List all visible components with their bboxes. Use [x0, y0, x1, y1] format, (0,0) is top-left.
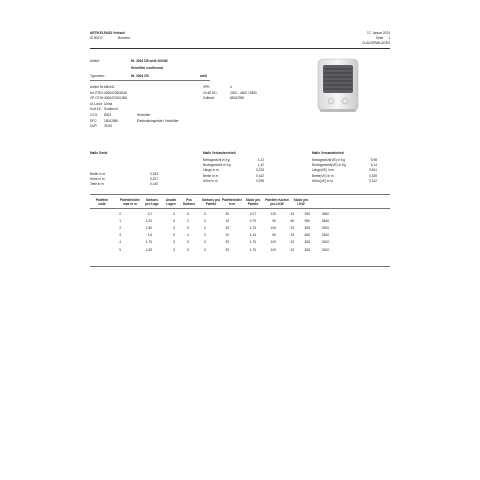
company-name: CLADORWILAGES [362, 41, 390, 45]
product-image [312, 56, 364, 114]
table-header-cell: Pos Kartons [182, 198, 196, 206]
page-number: 1 [388, 36, 390, 40]
table-top-rule [90, 194, 390, 195]
detail-value: 15002850 [104, 118, 119, 123]
detail-value: 8003 [104, 113, 112, 117]
detail-label: Art.GTIN: [90, 90, 104, 95]
mass-label: Höhe in m [90, 177, 105, 182]
detail-value: 39,95 [104, 124, 112, 129]
table-cell: 0,79 [249, 219, 256, 224]
mass-value: 0,225 [256, 168, 264, 173]
table-cell: 1,75 [249, 247, 256, 252]
table-header-cell: Paletten Karton pro LKW [265, 198, 289, 206]
mass-value: 0,461 [369, 168, 377, 173]
table-cell: 100 [270, 247, 276, 252]
table-cell: 25 [225, 226, 229, 231]
detail-extra: Elektrokleingeräte / Heizlüfter [137, 118, 179, 123]
detail-extra: Heizlüfter [137, 113, 151, 117]
table-cell: 5 [173, 240, 175, 245]
right-detail-label: 20-60 HC: [203, 90, 218, 95]
table-cell: 5 [173, 212, 175, 216]
mass-value: 0,312 [369, 178, 377, 183]
table-cell: 825 [304, 226, 310, 231]
table-cell: 1,80 [145, 226, 152, 231]
table-cell: 5 [173, 247, 175, 252]
table-cell: 4 [119, 240, 121, 245]
table-cell: 4 [187, 233, 189, 238]
table-cell: 5 [173, 219, 175, 224]
table-cell: 1,75 [249, 226, 256, 231]
mass-label: Höhe(VE) in m [312, 178, 333, 183]
mass-label: Breite(VE) in m [312, 173, 334, 178]
table-cell: 2 [119, 226, 121, 231]
document-person: Bornemr [118, 36, 131, 40]
table-cell: 3840 [321, 219, 329, 224]
mass-value: 0,263 [150, 172, 158, 176]
mass-label: Länge(VE) in m [312, 168, 335, 173]
table-cell: 1,6 [147, 233, 152, 238]
table-cell: 5 [187, 226, 189, 231]
table-cell: 66 [290, 219, 294, 224]
mass-label: Nettogewicht(VE) in Kg [312, 158, 345, 162]
document-id: SI 50017 [90, 36, 103, 40]
table-header-cell: Anzahl Lagen [165, 198, 177, 206]
mass-value: 0,162 [256, 173, 264, 178]
table-cell: 960 [304, 219, 310, 224]
mass-label: Höhe in m [203, 178, 218, 183]
table-cell: 0 [204, 212, 206, 216]
typen-color: weiß [200, 74, 208, 78]
table-cell: 100 [270, 240, 276, 245]
mass-value: 0,298 [256, 178, 264, 183]
table-cell: 60 [272, 219, 276, 224]
document-title: ARTIKELPASS Verkauf [90, 31, 125, 35]
table-cell: 25 [225, 247, 229, 252]
right-detail-value: 85162950 [230, 96, 245, 101]
mass-label: Bruttogewicht(VE) in Kg [312, 163, 346, 168]
table-cell: 0 [204, 233, 206, 238]
mass-value: 6,14 [370, 163, 377, 168]
mass-label: Bruttogewicht in Kg [203, 163, 231, 168]
table-cell: 5 [119, 247, 121, 252]
table-cell: 80 [272, 233, 276, 238]
table-cell: 660 [304, 233, 310, 238]
mass-versand-title: Maße Versandeinheit [312, 151, 344, 155]
table-header-cell: Palettenhöhe in m [222, 198, 243, 206]
right-detail-value: 4 [230, 85, 232, 89]
table-bottom-rule [90, 266, 390, 267]
right-detail-value: 2300 - 4600 / 5800 [230, 90, 257, 95]
table-cell: 3960 [321, 212, 329, 216]
table-header-cell: Stück pro LKW [293, 198, 309, 206]
table-cell: 3300 [321, 226, 329, 231]
table-cell: 33 [290, 212, 294, 216]
typen-value: HL 3004 CB [131, 74, 149, 78]
artikel-label: Artikel: [90, 59, 100, 63]
table-header-cell: Kartons pro Lage [145, 198, 159, 206]
table-cell: 1 [119, 219, 121, 224]
table-cell: 33 [290, 233, 294, 238]
table-cell: 0 [204, 219, 206, 224]
typen-label: Typenbez.: [90, 74, 106, 78]
header-divider [90, 48, 390, 49]
mass-label: Breite in m [90, 172, 106, 176]
table-cell: 5 [173, 233, 175, 238]
table-cell: 6 [187, 212, 189, 216]
detail-value: 4006470608416 [104, 90, 128, 95]
table-cell: 5 [173, 226, 175, 231]
artikel-value: HL 3004 CB weiß 2000W [131, 59, 168, 63]
mass-value: 0,140 [150, 182, 158, 187]
table-header-cell: Palettenhöhe max in m [119, 198, 140, 206]
mass-value: 5,98 [370, 158, 377, 162]
table-cell: 15 [225, 219, 229, 224]
mass-value: 1,42 [257, 163, 264, 168]
detail-value: Sortiment [104, 107, 118, 112]
table-cell: 100 [270, 226, 276, 231]
table-header-cell: Paletten code [95, 198, 109, 206]
mass-value: 1,22 [257, 158, 264, 162]
detail-value: 460441 [104, 85, 115, 89]
table-cell: 3300 [321, 240, 329, 245]
table-cell: 1,83 [145, 247, 152, 252]
table-cell: 120 [270, 212, 276, 216]
mass-value: 0,257 [150, 177, 158, 182]
table-cell: 5 [187, 247, 189, 252]
table-cell: 2,07 [249, 212, 256, 216]
table-cell: 0 [204, 247, 206, 252]
table-cell: 1,00 [145, 219, 152, 224]
mass-geraet-title: Maße Gerät [90, 151, 108, 155]
right-detail-label: Zolltarif.: [203, 96, 216, 101]
table-header-cell: Stück pro Palette [245, 198, 261, 206]
mass-verkauf-title: Maße Verkaufseinheit [203, 151, 236, 155]
table-cell: 825 [304, 240, 310, 245]
table-cell: 20 [225, 233, 229, 238]
table-cell: 5 [187, 240, 189, 245]
detail-value: 4006470001968 [104, 96, 128, 101]
table-cell: 0 [119, 212, 121, 216]
table-cell: 2 [187, 219, 189, 224]
table-header-rule [90, 208, 390, 209]
table-cell: 0 [204, 226, 206, 231]
right-detail-label: VPE: [203, 85, 211, 89]
table-header-cell: Kartons pro Palette [201, 198, 221, 206]
product-divider [90, 80, 210, 81]
table-cell: 33 [290, 240, 294, 245]
mass-label: Tiefe in m [90, 182, 104, 187]
product-subtitle: Heizlüfter coolfreund [131, 66, 163, 70]
table-cell: 825 [304, 247, 310, 252]
table-cell: 1,75 [145, 240, 152, 245]
table-cell: 3 [119, 233, 121, 238]
table-cell: 30 [225, 212, 229, 216]
table-cell: 3300 [321, 247, 329, 252]
document-date: 17. Januar 2024 [366, 31, 390, 35]
detail-label: Artikel Nr.: [90, 85, 105, 89]
table-cell: 990 [304, 212, 310, 216]
table-cell: 25 [225, 240, 229, 245]
detail-label: CCG: [90, 113, 98, 117]
mass-label: Nettogewicht in Kg [203, 158, 230, 162]
detail-label: Sort.KZ: [90, 107, 102, 112]
detail-label: VP-GTIN: [90, 96, 104, 101]
table-cell: 1,43 [249, 233, 256, 238]
detail-value: China [104, 101, 113, 106]
mass-label: Länge in m [203, 168, 219, 173]
detail-label: Ur-Land: [90, 101, 103, 106]
mass-label: Breite in m [203, 173, 219, 178]
table-cell: 33 [290, 226, 294, 231]
table-cell: 2,2 [147, 212, 152, 216]
detail-label: UVP: [90, 124, 98, 129]
page-label: Seite [376, 36, 384, 40]
table-cell: 33 [290, 247, 294, 252]
detail-label: DFC: [90, 118, 98, 123]
mass-value: 0,335 [369, 173, 377, 178]
table-cell: 1,75 [249, 240, 256, 245]
table-cell: 2640 [321, 233, 329, 238]
table-cell: 0 [204, 240, 206, 245]
